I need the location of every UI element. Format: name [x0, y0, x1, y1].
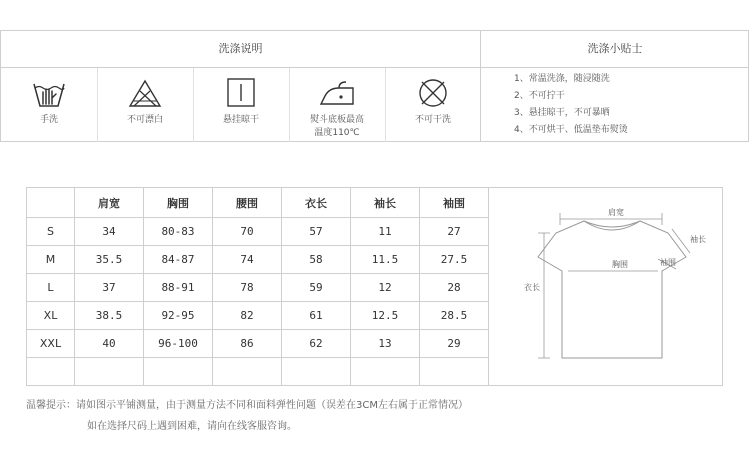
table-header-row: [27, 188, 489, 218]
size-cell: XXL: [27, 330, 75, 358]
table-cell: [282, 358, 351, 386]
table-row: [27, 218, 489, 246]
table-cell: 61: [282, 302, 351, 330]
no-bleach-icon: [127, 76, 163, 110]
washing-header: [1, 31, 748, 68]
length-label: 衣长: [524, 283, 540, 292]
size-table: [26, 187, 489, 386]
header-cell: 腰围: [213, 188, 282, 218]
table-cell: [420, 358, 489, 386]
header-cell: [27, 188, 75, 218]
symbol-hand-wash: [1, 68, 98, 142]
table-cell: 82: [213, 302, 282, 330]
size-cell: XL: [27, 302, 75, 330]
symbol-no-bleach: [97, 68, 194, 142]
table-cell: 28: [420, 274, 489, 302]
table-row: [27, 274, 489, 302]
hand-wash-icon: [31, 76, 67, 110]
sleeve-width-label: 袖围: [660, 258, 676, 267]
measurement-diagram: [490, 193, 720, 383]
table-cell: 59: [282, 274, 351, 302]
header-cell: 胸围: [144, 188, 213, 218]
table-cell: 37: [75, 274, 144, 302]
tip-item: 3、悬挂晾干，不可暴晒: [514, 108, 610, 118]
sleeve-length-label: 袖长: [690, 235, 706, 244]
note-line-1: 温馨提示：请如图示平铺测量，由于测量方法不同和面料弹性问题（误差在3CM左右属于正常情况）: [26, 400, 468, 411]
table-cell: 28.5: [420, 302, 489, 330]
table-cell: 96-100: [144, 330, 213, 358]
table-cell: 86: [213, 330, 282, 358]
table-cell: 27.5: [420, 246, 489, 274]
symbol-label: 不可干洗: [414, 115, 451, 125]
symbol-no-dry-clean: [385, 68, 481, 142]
tip-item: 4、不可烘干、低温垫布熨烫: [514, 125, 628, 135]
wash-symbols: [1, 68, 481, 142]
size-cell: M: [27, 246, 75, 274]
tips-title: 洗涤小贴士: [587, 42, 643, 55]
header-cell: 袖长: [351, 188, 420, 218]
table-cell: 70: [213, 218, 282, 246]
hang-dry-icon: [223, 76, 259, 110]
symbol-label: 悬挂晾干: [222, 115, 259, 125]
table-cell: 74: [213, 246, 282, 274]
washing-section: [0, 30, 749, 142]
table-cell: [213, 358, 282, 386]
table-cell: 12.5: [351, 302, 420, 330]
header-cell: 袖围: [420, 188, 489, 218]
no-dry-clean-icon: [415, 76, 451, 110]
shoulder-label: 肩宽: [608, 208, 624, 217]
header-cell: 衣长: [282, 188, 351, 218]
table-cell: [144, 358, 213, 386]
symbol-label: 不可漂白: [126, 115, 163, 125]
table-row: [27, 302, 489, 330]
table-cell: 58: [282, 246, 351, 274]
table-cell: 11: [351, 218, 420, 246]
table-cell: 62: [282, 330, 351, 358]
table-cell: 27: [420, 218, 489, 246]
table-cell: 57: [282, 218, 351, 246]
symbol-label: [289, 114, 385, 140]
symbol-hang-dry: [193, 68, 290, 142]
symbol-iron: [289, 68, 386, 142]
size-cell: S: [27, 218, 75, 246]
table-cell: 35.5: [75, 246, 144, 274]
iron-icon: [319, 76, 355, 110]
symbol-label: 手洗: [39, 115, 58, 125]
note-line-2: 如在选择尺码上遇到困难，请向在线客服咨询。: [87, 421, 297, 432]
table-cell: 80-83: [144, 218, 213, 246]
table-cell: [27, 358, 75, 386]
symbol-label-line1: 熨斗底板最高: [309, 115, 364, 125]
table-cell: 11.5: [351, 246, 420, 274]
table-cell: 38.5: [75, 302, 144, 330]
symbol-label-line2: 温度110℃: [314, 128, 360, 138]
table-cell: 12: [351, 274, 420, 302]
table-cell: [75, 358, 144, 386]
table-cell: [351, 358, 420, 386]
header-cell: 肩宽: [75, 188, 144, 218]
tip-item: 1、常温洗涤，随浸随洗: [514, 74, 610, 84]
table-cell: 34: [75, 218, 144, 246]
table-row: [27, 246, 489, 274]
table-cell: 88-91: [144, 274, 213, 302]
tip-item: 2、不可拧干: [514, 91, 565, 101]
washing-title: 洗涤说明: [1, 31, 481, 67]
table-row: [27, 330, 489, 358]
table-row-empty: [27, 358, 489, 386]
table-cell: 92-95: [144, 302, 213, 330]
size-cell: L: [27, 274, 75, 302]
table-cell: 84-87: [144, 246, 213, 274]
table-cell: 13: [351, 330, 420, 358]
table-cell: 78: [213, 274, 282, 302]
chest-label: 胸围: [612, 260, 628, 269]
table-cell: 29: [420, 330, 489, 358]
table-cell: 40: [75, 330, 144, 358]
washing-tips: [514, 71, 744, 139]
